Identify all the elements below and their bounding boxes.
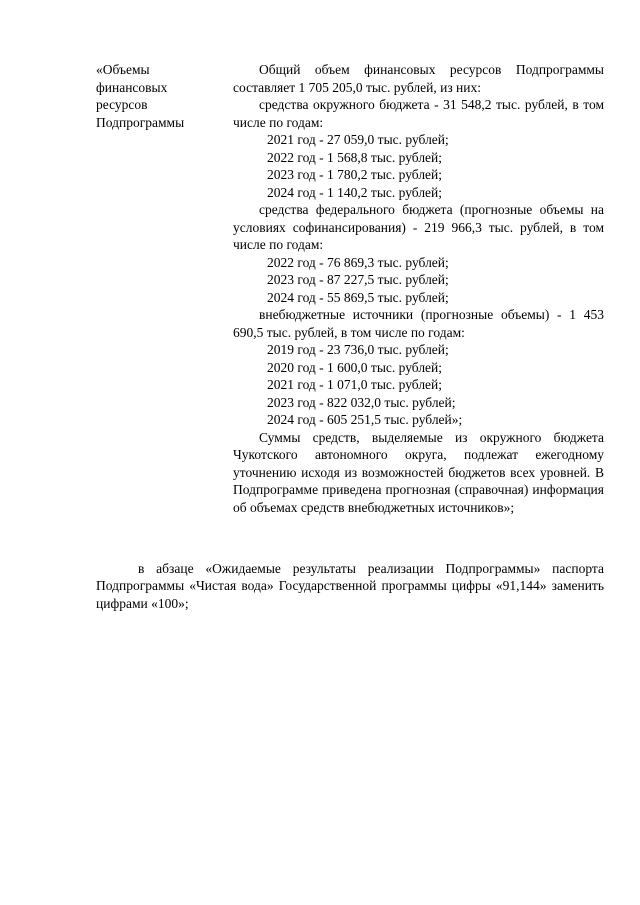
federal-year-line: 2022 год - 76 869,3 тыс. рублей; — [267, 254, 449, 270]
okrug-year-line: 2023 год - 1 780,2 тыс. рублей; — [267, 167, 443, 182]
extra-year-line: 2023 год - 822 032,0 тыс. рублей; — [267, 394, 456, 410]
amendment-paragraph: в абзаце «Ожидаемые результаты реализации Подпрограммы» паспорта Подпрограммы «Чистая вода» Государственной программы цифры «91,144» заменить цифрами «100»; — [96, 560, 604, 611]
extra-year-line: 2020 год - 1 600,0 тыс. рублей; — [267, 359, 443, 375]
note-paragraph: Суммы средств, выделяемые из окружного бюджета Чукотского автономного округа, подлежат ежегодному уточнению исходя из возможностей бюджетов всех уровней. В Подпрограмме приведена прогнозная (справочная) информация об объемах средств внебюджетных источников»; — [233, 429, 604, 515]
label-line: Подпрограммы — [96, 114, 185, 130]
okrug-year-line: 2024 год - 1 140,2 тыс. рублей; — [267, 184, 443, 200]
federal-year-line: 2024 год - 55 869,5 тыс. рублей; — [267, 289, 449, 305]
extra-budget-paragraph: внебюджетные источники (прогнозные объемы) - 1 453 690,5 тыс. рублей, в том числе по годам: — [233, 307, 604, 340]
okrug-budget-paragraph: средства окружного бюджета - 31 548,2 тыс. рублей, в том числе по годам: — [233, 97, 604, 130]
okrug-year-line: 2022 год - 1 568,8 тыс. рублей; — [267, 149, 443, 165]
extra-year-line: 2021 год - 1 071,0 тыс. рублей; — [267, 377, 443, 392]
federal-year-line: 2023 год - 87 227,5 тыс. рублей; — [267, 272, 449, 287]
total-funding-paragraph: Общий объем финансовых ресурсов Подпрограммы составляет 1 705 205,0 тыс. рублей, из них: — [233, 62, 604, 95]
label-line: финансовых — [96, 79, 168, 95]
extra-year-line: 2024 год - 605 251,5 тыс. рублей»; — [267, 412, 463, 427]
federal-budget-paragraph: средства федерального бюджета (прогнозные объемы на условиях софинансирования) - 219 966,3 тыс. рублей, в том числе по годам: — [233, 202, 604, 252]
label-line: «Объемы — [96, 62, 150, 77]
passport-row-label — [96, 61, 216, 131]
extra-year-line: 2019 год - 23 736,0 тыс. рублей; — [267, 342, 449, 357]
label-line: ресурсов — [96, 97, 148, 112]
okrug-year-line: 2021 год - 27 059,0 тыс. рублей; — [267, 132, 449, 147]
passport-row-content — [233, 61, 604, 516]
